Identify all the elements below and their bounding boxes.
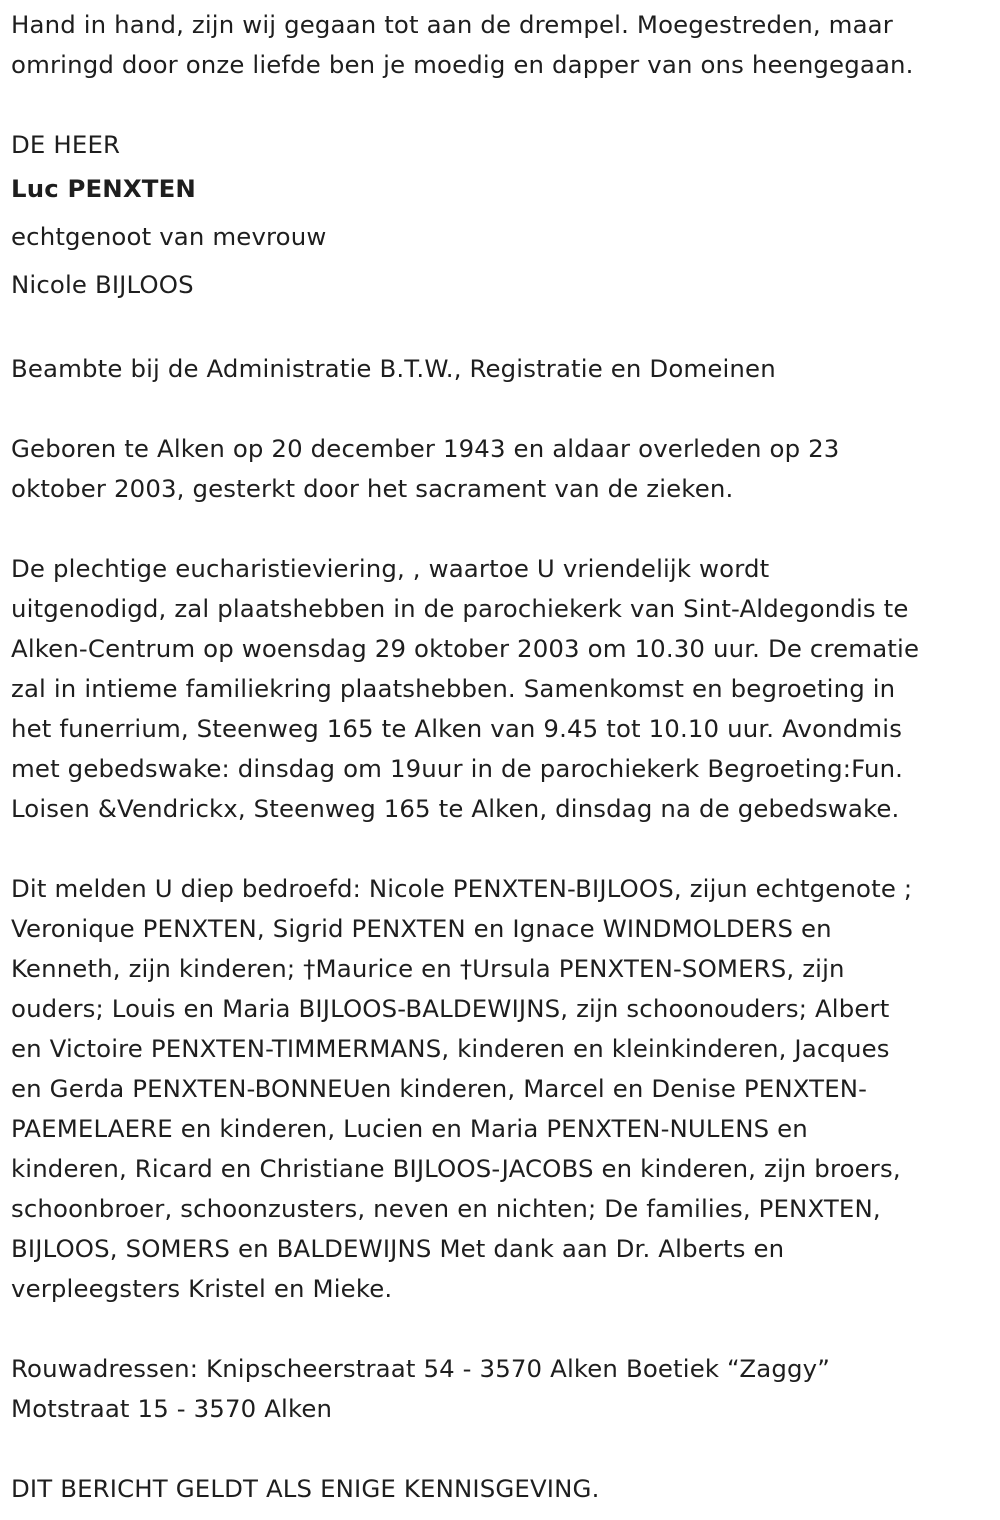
family-line: en Gerda PENXTEN-BONNEUen kinderen, Marcel en Denise PENXTEN-: [11, 1074, 868, 1103]
profession-paragraph: [11, 349, 993, 389]
birth-death-line: oktober 2003, gesterkt door het sacrament van de zieken.: [11, 474, 734, 503]
intro-line: omringd door onze liefde ben je moedig en dapper van ons heengegaan.: [11, 50, 914, 79]
spacer: [11, 829, 993, 869]
spouse-label: echtgenoot van mevrouw: [11, 222, 327, 251]
birth-death-paragraph: [11, 429, 993, 509]
family-line: Dit melden U diep bedroefd: Nicole PENXTEN-BIJLOOS, zijun echtgenote ;: [11, 874, 913, 903]
deceased-block: [11, 125, 993, 309]
ceremony-line: met gebedswake: dinsdag om 19uur in de parochiekerk Begroeting:Fun.: [11, 754, 904, 783]
birth-death-line: Geboren te Alken op 20 december 1943 en aldaar overleden op 23: [11, 434, 840, 463]
family-line: Kenneth, zijn kinderen; †Maurice en †Ursula PENXTEN-SOMERS, zijn: [11, 954, 845, 983]
family-line: kinderen, Ricard en Christiane BIJLOOS-JACOBS en kinderen, zijn broers,: [11, 1154, 901, 1183]
ceremony-paragraph: [11, 549, 993, 829]
spouse-name: Nicole BIJLOOS: [11, 270, 194, 299]
spacer: [11, 85, 993, 125]
family-line: en Victoire PENXTEN-TIMMERMANS, kinderen en kleinkinderen, Jacques: [11, 1034, 890, 1063]
spacer: [11, 1309, 993, 1349]
spacer: [11, 1429, 993, 1469]
spacer: [11, 389, 993, 429]
ceremony-line: De plechtige eucharistieviering, , waartoe U vriendelijk wordt: [11, 554, 770, 583]
ceremony-line: zal in intieme familiekring plaatshebben. Samenkomst en begroeting in: [11, 674, 896, 703]
address-line: Motstraat 15 - 3570 Alken: [11, 1394, 333, 1423]
addresses-paragraph: [11, 1349, 993, 1429]
ceremony-line: Alken-Centrum op woensdag 29 oktober 2003 om 10.30 uur. De crematie: [11, 634, 920, 663]
family-line: BIJLOOS, SOMERS en BALDEWIJNS Met dank aan Dr. Alberts en: [11, 1234, 785, 1263]
family-line: schoonbroer, schoonzusters, neven en nichten; De families, PENXTEN,: [11, 1194, 881, 1223]
spacer: [11, 509, 993, 549]
family-line: ouders; Louis en Maria BIJLOOS-BALDEWIJNS, zijn schoonouders; Albert: [11, 994, 890, 1023]
family-line: PAEMELAERE en kinderen, Lucien en Maria PENXTEN-NULENS en: [11, 1114, 808, 1143]
family-paragraph: [11, 869, 993, 1309]
ceremony-line: het funerrium, Steenweg 165 te Alken van 9.45 tot 10.10 uur. Avondmis: [11, 714, 903, 743]
obituary-document: [11, 5, 993, 1509]
ceremony-line: uitgenodigd, zal plaatshebben in de parochiekerk van Sint-Aldegondis te: [11, 594, 909, 623]
intro-paragraph: [11, 5, 993, 85]
family-line: Veronique PENXTEN, Sigrid PENXTEN en Ignace WINDMOLDERS en: [11, 914, 832, 943]
closing-notice: DIT BERICHT GELDT ALS ENIGE KENNISGEVING.: [11, 1474, 600, 1503]
deceased-name: Luc PENXTEN: [11, 174, 196, 203]
ceremony-line: Loisen &Vendrickx, Steenweg 165 te Alken, dinsdag na de gebedswake.: [11, 794, 900, 823]
family-line: verpleegsters Kristel en Mieke.: [11, 1274, 393, 1303]
closing-paragraph: [11, 1469, 993, 1509]
intro-line: Hand in hand, zijn wij gegaan tot aan de drempel. Moegestreden, maar: [11, 10, 893, 39]
honorific-title: DE HEER: [11, 130, 121, 159]
profession-line: Beambte bij de Administratie B.T.W., Registratie en Domeinen: [11, 354, 776, 383]
address-line: Rouwadressen: Knipscheerstraat 54 - 3570 Alken Boetiek “Zaggy”: [11, 1354, 830, 1383]
spacer: [11, 309, 993, 349]
